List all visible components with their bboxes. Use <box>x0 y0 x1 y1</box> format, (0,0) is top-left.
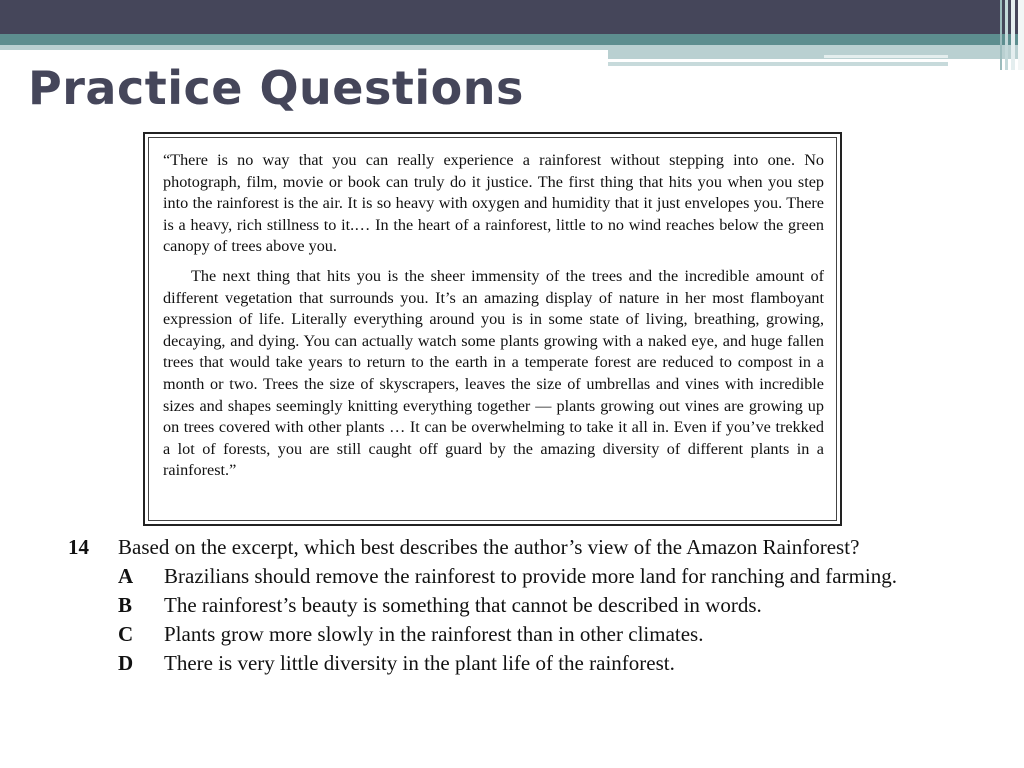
question-block <box>68 532 948 678</box>
header-band-dark <box>0 0 1024 34</box>
slide-title: Practice Questions <box>28 61 524 115</box>
corner-stripes <box>990 0 1024 70</box>
passage-paragraph-2: The next thing that hits you is the sheer immensity of the trees and the incredible amount of different vegetation that surrounds you. It’s an amazing display of nature in her most flamboyant expression of life. Literally everything around you is in some state of living, breathing, growing, decaying, and dying. You can actually watch some plants growing with a naked eye, and huge fallen trees that would take years to return to the earth in a temperate forest are reduced to compost in a month or two. Trees the size of skyscrapers, leaves the size of umbrellas and vines with incredible sizes and shapes seemingly knitting everything together — plants growing out vines are growing up on trees covered with other plants … It can be overwhelming to take it all in. Even if you’ve trekked a lot of forests, you are still caught off guard by the amazing diversity of different plants in a rainforest.” <box>163 266 824 480</box>
header-accent-highlight <box>824 55 948 58</box>
option-text: Brazilians should remove the rainforest to provide more land for ranching and farming. <box>164 564 898 588</box>
answer-options <box>118 562 948 678</box>
option-letter: B <box>118 593 133 617</box>
option-text: Plants grow more slowly in the rainforest than in other climates. <box>164 622 704 646</box>
option-letter: C <box>118 622 134 646</box>
question-number: 14 <box>68 535 89 559</box>
option-text: There is very little diversity in the plant life of the rainforest. <box>164 651 675 675</box>
option-text: The rainforest’s beauty is something that cannot be described in words. <box>164 593 762 617</box>
answer-option-d <box>118 649 948 678</box>
question-text: Based on the excerpt, which best describes the author’s view of the Amazon Rainforest? <box>118 535 860 559</box>
header-band-teal <box>0 34 1024 45</box>
option-letter: A <box>118 564 134 588</box>
option-letter: D <box>118 651 134 675</box>
question-stem <box>68 532 948 562</box>
passage-paragraph-1: “There is no way that you can really experience a rainforest without stepping into one. No photograph, film, movie or book can truly do it justice. The first thing that hits you when you step into the rainforest is the air. It is so heavy with oxygen and humidity that it just envelopes you. There is a heavy, rich stillness to it.… In the heart of a rainforest, little to no wind reaches below the green canopy of trees above you. <box>163 151 824 256</box>
header-accent-band-thin <box>608 62 948 66</box>
header-accent-band <box>608 50 1024 59</box>
passage-box <box>143 132 842 526</box>
passage-inner-border <box>148 137 837 521</box>
answer-option-b <box>118 591 948 620</box>
answer-option-c <box>118 620 948 649</box>
answer-option-a <box>118 562 948 591</box>
